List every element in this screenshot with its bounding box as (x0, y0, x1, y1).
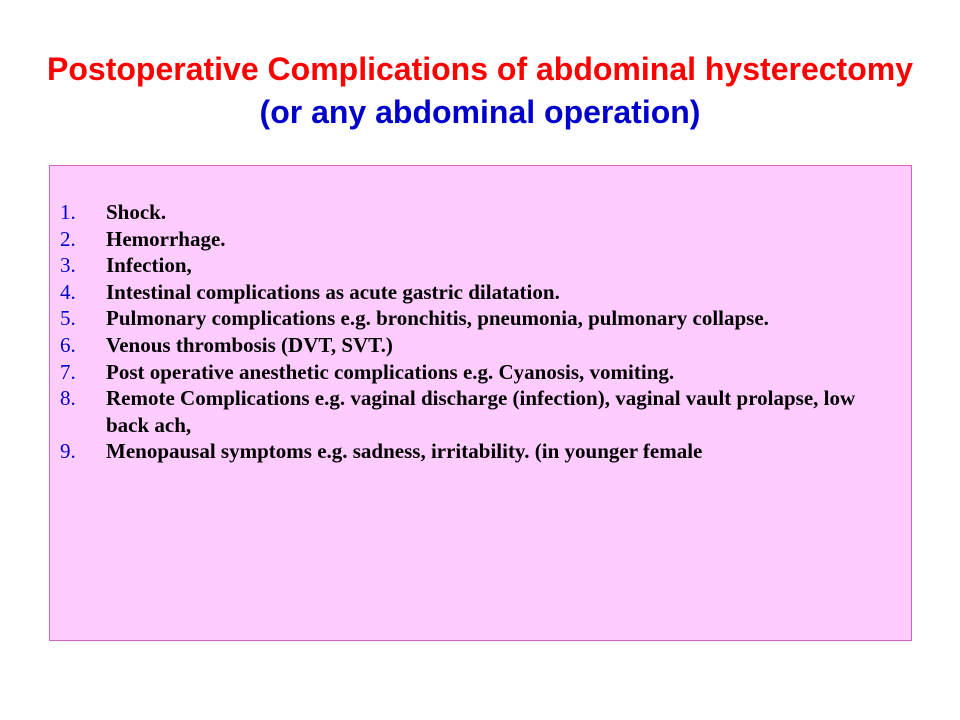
list-item-intestinal (50, 279, 911, 306)
list-item-pulmonary (50, 305, 911, 332)
content-box (49, 165, 912, 641)
list-item-venous-thrombosis (50, 332, 911, 359)
complications-list (50, 199, 911, 465)
list-item-number: 8. (60, 386, 76, 411)
list-item-number: 5. (60, 306, 76, 331)
list-item-text: Infection, (106, 253, 192, 278)
list-item-number: 9. (60, 439, 76, 464)
title-main-text: Postoperative Complications of abdominal hysterectomy (47, 51, 913, 87)
list-item-text: Venous thrombosis (DVT, SVT.) (106, 332, 393, 357)
list-item-number: 7. (60, 359, 76, 384)
list-item-number: 1. (60, 200, 76, 224)
list-item-text: Menopausal symptoms e.g. sadness, irritability. (in younger female (106, 439, 703, 464)
list-item-text: Intestinal complications as acute gastric dilatation. (106, 279, 560, 304)
list-item-infection (50, 252, 911, 279)
title-parenthetical-text: (or any abdominal operation) (259, 94, 701, 130)
list-item-text: Hemorrhage. (106, 226, 226, 251)
list-item-hemorrhage (50, 226, 911, 253)
list-item-anesthetic (50, 359, 911, 386)
list-item-number: 2. (60, 226, 76, 251)
list-item-number: 6. (60, 332, 76, 357)
list-item-number: 4. (60, 279, 76, 304)
slide-title (40, 48, 920, 134)
list-item-remote (50, 385, 911, 438)
list-item-text: Pulmonary complications e.g. bronchitis, pneumonia, pulmonary collapse. (106, 306, 769, 331)
list-item-text: Shock. (106, 200, 167, 224)
list-item-menopausal (50, 438, 911, 465)
list-item-shock (50, 199, 911, 226)
list-item-number: 3. (60, 253, 76, 278)
list-item-text: Post operative anesthetic complications e.g. Cyanosis, vomiting. (106, 359, 675, 384)
list-item-text: Remote Complications e.g. vaginal discharge (infection), vaginal vault prolapse, low back ach, (106, 386, 856, 437)
